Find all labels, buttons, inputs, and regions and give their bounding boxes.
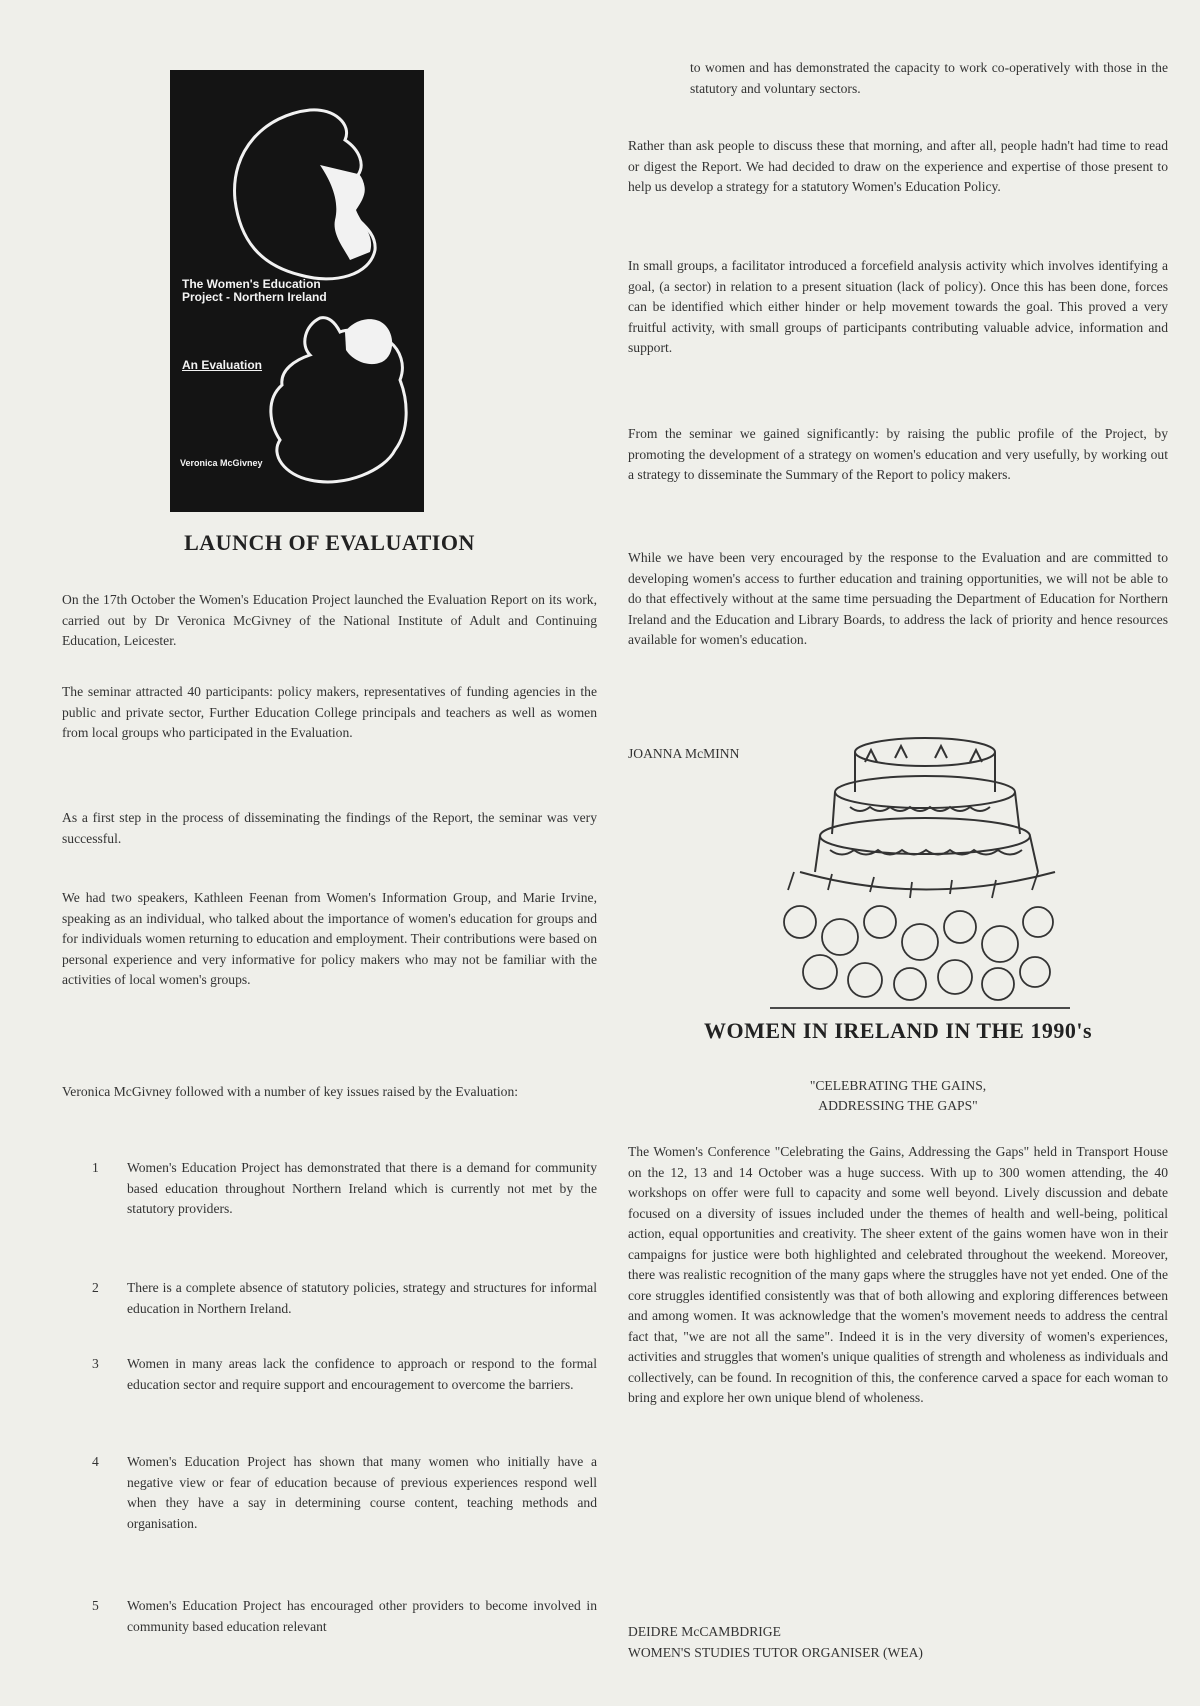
list-number: 3 [92, 1356, 99, 1371]
paragraph-text: to women and has demonstrated the capacity to work co-operatively with those in the statutory and voluntary sectors. [690, 60, 1168, 96]
list-number: 5 [92, 1598, 99, 1613]
launch-paragraph [62, 682, 597, 744]
author-signature: JOANNA McMINN [628, 746, 740, 761]
cover-title: The Women's Education Project - Northern Ireland [182, 277, 327, 304]
strategy-paragraph [628, 548, 1168, 651]
list-text: There is a complete absence of statutory policies, strategy and structures for informal education in Northern Ireland. [127, 1280, 597, 1316]
paragraph-text: The seminar attracted 40 participants: policy makers, representatives of funding agencies in the public and private sector, Further Education College principals and teachers as well as women from local groups who participated in the Evaluation. [62, 684, 597, 740]
launch-paragraph [62, 590, 597, 652]
author-name: DEIDRE McCAMBDRIGE [628, 1624, 781, 1639]
list-text: Women's Education Project has demonstrated that there is a demand for community based education throughout Northern Ireland which is currently not met by the statutory providers. [127, 1160, 597, 1216]
strategy-paragraph [628, 136, 1168, 198]
author-signature [628, 1622, 923, 1663]
conference-paragraph [628, 1142, 1168, 1409]
launch-paragraph [62, 888, 597, 991]
conference-subtitle [628, 1076, 1168, 1116]
cover-author: Veronica McGivney [180, 458, 263, 468]
paragraph-text: In small groups, a facilitator introduced a forcefield analysis activity which involves identifying a goal, (a sector) in relation to a present situation (lack of policy). Once this has been done, forces can be identified which either hinder or help movement towards the goal. This proved a very fruitful activity, with small groups of participants contributing valuable advice, information and support. [628, 258, 1168, 355]
paragraph-text: Rather than ask people to discuss these that morning, and after all, people hadn't had time to read or digest the Report. We had decided to draw on the experience and expertise of those present to help us develop a strategy for a statutory Women's Education Policy. [628, 138, 1168, 194]
paragraph-text: Veronica McGivney followed with a number of key issues raised by the Evaluation: [62, 1084, 519, 1099]
paragraph-text: We had two speakers, Kathleen Feenan from Women's Information Group, and Marie Irvine, speaking as an individual, who talked about the importance of women's education for groups and for individuals women returning to education and employment. Their contributions were based on personal experience and very informative for policy makers who may not be familiar with the activities of local women's groups. [62, 890, 597, 987]
paragraph-text: As a first step in the process of disseminating the findings of the Report, the seminar was very successful. [62, 810, 597, 846]
author-title: WOMEN'S STUDIES TUTOR ORGANISER (WEA) [628, 1644, 923, 1660]
continuation-paragraph [690, 58, 1168, 99]
women-heading: WOMEN IN IRELAND IN THE 1990's [703, 1018, 1093, 1043]
list-text: Women's Education Project has shown that many women who initially have a negative view or fear of education because of previous experiences respond well when they have a say in determining course content, teaching methods and organisation. [127, 1454, 597, 1531]
list-text: Women's Education Project has encouraged other providers to become involved in community based education relevant [127, 1598, 597, 1634]
cover-subtitle: An Evaluation [182, 358, 263, 372]
list-number: 1 [92, 1160, 99, 1175]
paragraph-text: From the seminar we gained significantly: by raising the public profile of the Project, by promoting the development of a strategy on women's education and very usefully, by working out a strategy to disseminate the Summary of the Report to policy makers. [628, 426, 1168, 482]
paragraph-text: On the 17th October the Women's Education Project launched the Evaluation Report on its work, carried out by Dr Veronica McGivney of the National Institute of Adult and Continuing Education, Leicester. [62, 592, 597, 648]
celebration-cake-illustration [770, 722, 1070, 1014]
launch-paragraph [62, 1082, 597, 1103]
paragraph-text: While we have been very encouraged by the response to the Evaluation and are committed to developing women's access to further education and training opportunities, we will not be able to do that effectively without at the same time persuading the Department of Education for Northern Ireland and the Education and Library Boards, to address the lack of priority and hence resources available for women's education. [628, 550, 1168, 647]
list-number: 2 [92, 1280, 99, 1295]
strategy-paragraph [628, 424, 1168, 486]
report-cover-image [170, 70, 424, 512]
launch-paragraph [62, 808, 597, 849]
list-number: 4 [92, 1454, 99, 1469]
strategy-paragraph [628, 256, 1168, 359]
subtitle-line: "CELEBRATING THE GAINS, [809, 1078, 987, 1093]
subtitle-line: ADDRESSING THE GAPS" [818, 1098, 978, 1113]
launch-heading: LAUNCH OF EVALUATION [184, 530, 475, 555]
list-text: Women in many areas lack the confidence to approach or respond to the formal education sector and require support and encouragement to overcome the barriers. [127, 1356, 597, 1392]
paragraph-text: The Women's Conference "Celebrating the Gains, Addressing the Gaps" held in Transport House on the 12, 13 and 14 October was a huge success. With up to 300 women attending, the 40 workshops on offer were full to capacity and some well beyond. Lively discussion and debate focused on a diversity of issues included under the themes of health and well-being, political action, equal opportunities and creativity. The sheer extent of the gains women have won in their campaigns for justice were both highlighted and celebrated throughout the weekend. Moreover, there was realistic recognition of the many gaps where the struggles have not yet ended. One of the core struggles identified consistently was that of both allowing and exploring differences between and among women. It was acknowledge that the women's movement needs to address the central fact that, "we are not all the same". Indeed it is in the very diversity of women's experiences, activities and struggles that women's unique qualities of strength and wholeness as individuals and collectively, can be found. In recognition of this, the conference carved a space for each woman to bring and explore her own unique blend of wholeness. [628, 1144, 1168, 1405]
